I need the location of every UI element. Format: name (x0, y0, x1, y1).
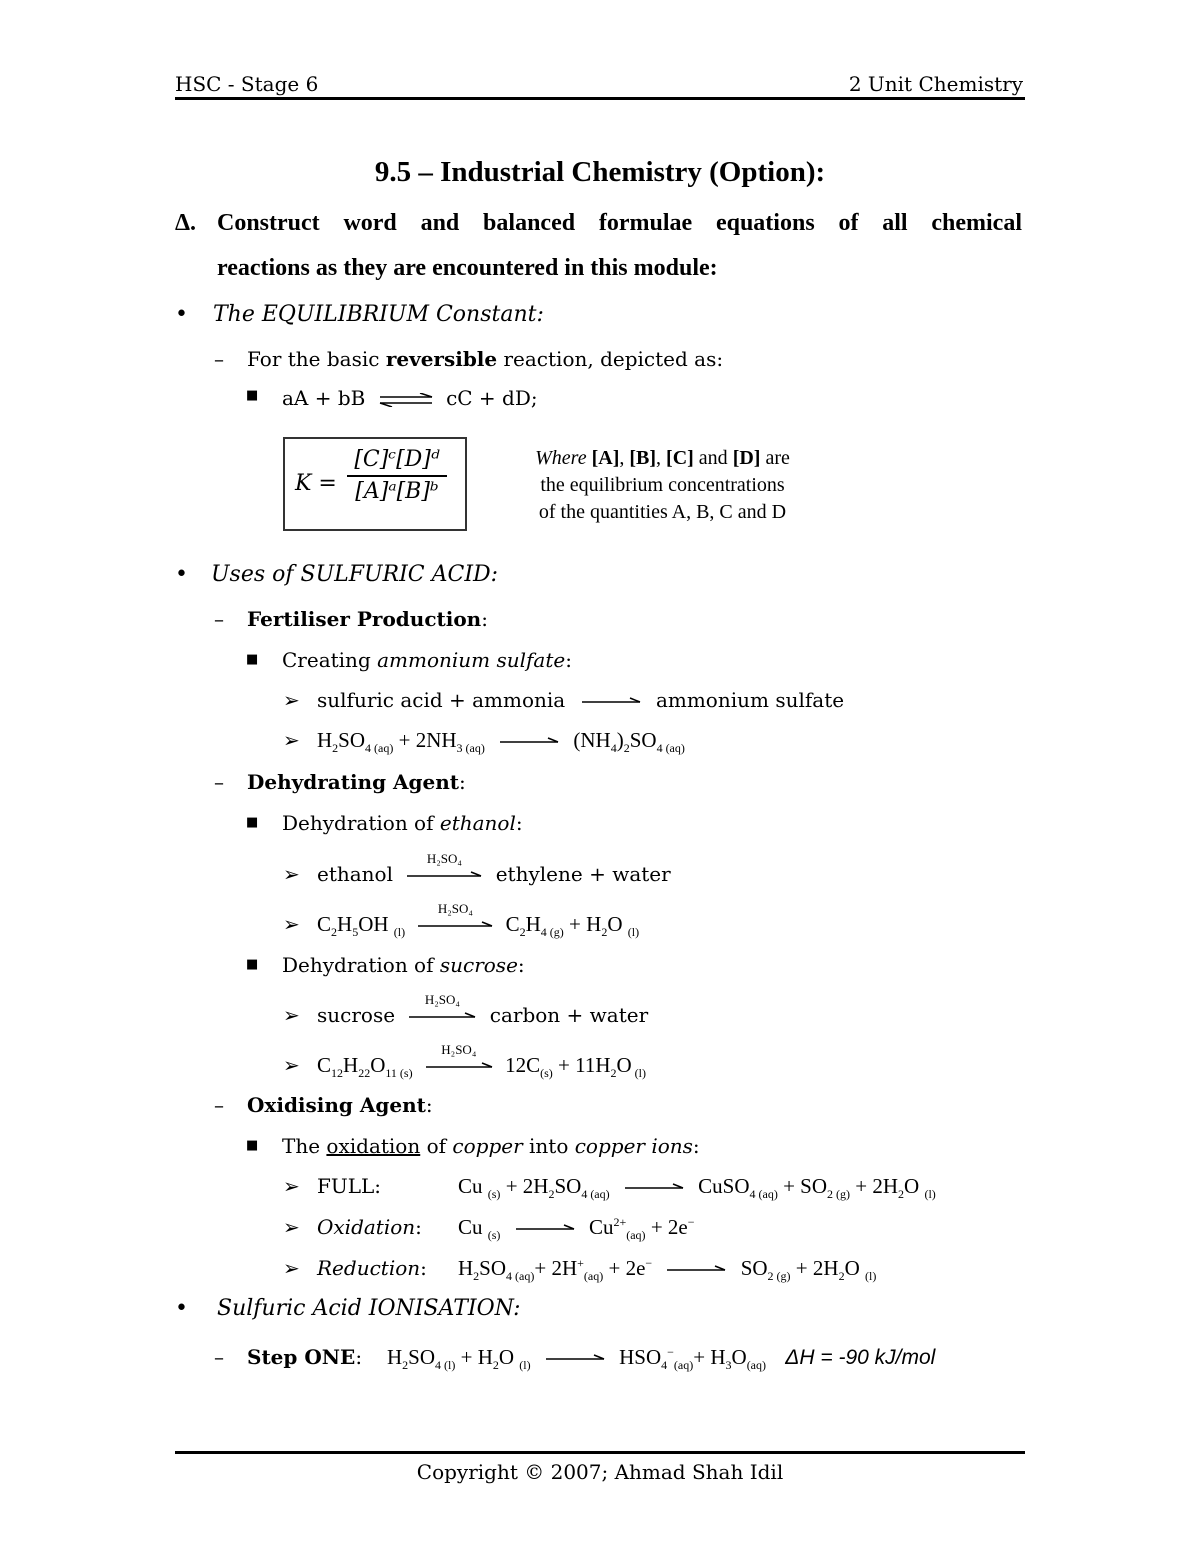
catalyst-arrow-icon (424, 1042, 494, 1072)
where-and: and (698, 447, 728, 469)
arrow-bullet-icon: ➢ (283, 862, 300, 886)
reaction-arrow-icon (623, 1183, 685, 1193)
fertiliser-heading: Fertiliser Production: (247, 607, 488, 631)
full-label: FULL: (317, 1174, 382, 1198)
where-b: [B] (629, 447, 657, 469)
where-line-2: the equilibrium concentrations (540, 474, 785, 496)
sucrose-word-equation (317, 991, 649, 1027)
creating-italic: ammonium sulfate (377, 648, 566, 672)
equilibrium-arrow-icon (378, 393, 434, 407)
ethanol-heading: Dehydration of ethanol: (282, 811, 523, 835)
footer-copyright: Copyright © 2007; Ahmad Shah Idil (416, 1460, 784, 1484)
oxidising-label: Oxidising Agent (247, 1093, 426, 1117)
intro-text: For the basic (247, 347, 380, 371)
sulfuric-uses-heading: Uses of SULFURIC ACID: (211, 562, 499, 587)
k-lhs: K = (295, 471, 337, 496)
bullet-icon: • (175, 302, 188, 327)
step-one-equation: $H_2SO_{4 (l)} + H_2O$ $_{(l)}$ $HSO_4^-_{(aq)}+ H_3O_{(aq)}$ ΔH = -90 kJ/mol (387, 1345, 936, 1373)
dash-icon: – (214, 770, 224, 794)
where-d: [D] (732, 447, 761, 469)
fertiliser-label: Fertiliser Production (247, 607, 482, 631)
dehydrating-label: Dehydrating Agent (247, 770, 460, 794)
catalyst-label: H₂SO₄ (441, 1042, 477, 1058)
fertiliser-creating: Creating ammonium sulfate: (282, 648, 572, 672)
dehydrating-heading: Dehydrating Agent: (247, 770, 466, 794)
word-right: ammonium sulfate (655, 688, 845, 712)
equilibrium-heading: The EQUILIBRIUM Constant: (213, 302, 544, 327)
step-one-label: Step ONE: (247, 1345, 363, 1369)
intro-bold: reversible (385, 347, 498, 371)
arrow-bullet-icon: ➢ (283, 1003, 300, 1027)
reaction-left: aA + bB (282, 386, 366, 410)
intro-into: into (529, 1134, 569, 1158)
intro-the: The (282, 1134, 321, 1158)
ethanol-formula-equation: $C_2H_5OH$ $_{(l)}$ H₂SO₄ $C_2H_{4 (g)} + H_2O$ $_{(l)}$ (317, 901, 640, 940)
oxidation-label-text: Oxidation (317, 1215, 416, 1239)
ethanol-pre: Dehydration of (282, 811, 434, 835)
reaction-arrow-icon (498, 737, 560, 747)
footer-rule (175, 1451, 1025, 1454)
catalyst-arrow-icon (407, 991, 477, 1022)
word-right: ethylene + water (495, 862, 671, 886)
ionisation-heading: Sulfuric Acid IONISATION: (217, 1296, 521, 1321)
intro-copper: copper (452, 1134, 523, 1158)
intro-text-end: reaction, depicted as: (503, 347, 724, 371)
reaction-arrow-icon (580, 697, 642, 707)
catalyst-label: H₂SO₄ (437, 901, 473, 917)
sucrose-pre: Dehydration of (282, 953, 434, 977)
intro-copper-ions: copper ions (574, 1134, 693, 1158)
arrow-bullet-icon: ➢ (283, 1215, 300, 1239)
oxidation-label: Oxidation: (317, 1215, 422, 1239)
catalyst-label: H₂SO₄ (426, 850, 462, 866)
bullet-icon: • (175, 1296, 188, 1321)
fertiliser-word-equation (317, 688, 844, 712)
reduction-label-text: Reduction (317, 1256, 421, 1280)
oxidising-heading: Oxidising Agent: (247, 1093, 433, 1117)
step-one-text: Step ONE (247, 1345, 356, 1369)
header-rule (175, 97, 1025, 100)
dash-icon: – (214, 1093, 224, 1117)
catalyst-arrow-icon (405, 850, 483, 881)
where-line-3: of the quantities A, B, C and D (538, 501, 787, 523)
dash-icon: – (214, 1345, 224, 1369)
bullet-icon: • (175, 562, 188, 587)
header-left: HSC - Stage 6 (175, 72, 319, 96)
where-line-1: Where [A], [B], [C] and [D] are (535, 447, 790, 469)
k-denominator: [A]ᵃ[B]ᵇ (355, 479, 439, 504)
equilibrium-reaction (282, 386, 538, 410)
sucrose-italic: sucrose (439, 953, 518, 977)
word-left: ethanol (317, 862, 393, 886)
catalyst-label: H₂SO₄ (424, 991, 460, 1007)
oxidation-equation: Cu $_{(s)}$ $Cu^{2+}_{(aq)} + 2e^-$ (458, 1215, 695, 1243)
where-are: are (765, 447, 790, 469)
arrow-bullet-icon: ➢ (283, 728, 300, 752)
arrow-bullet-icon: ➢ (283, 912, 300, 936)
square-bullet-icon: ■ (246, 815, 259, 830)
arrow-bullet-icon: ➢ (283, 1053, 300, 1077)
reaction-arrow-icon (514, 1224, 576, 1234)
creating-text: Creating (282, 648, 371, 672)
word-left: sulfuric acid + ammonia (317, 688, 566, 712)
reaction-right: cC + dD; (446, 386, 538, 410)
square-bullet-icon: ■ (246, 957, 259, 972)
ethanol-italic: ethanol (439, 811, 516, 835)
equilibrium-intro (247, 347, 723, 371)
catalyst-arrow-icon (416, 901, 494, 931)
arrow-bullet-icon: ➢ (283, 688, 300, 712)
reduction-equation: $H_2SO_{4 (aq)}+ 2H^+_{(aq)} + 2e^-$ $SO_{2 (g)} + 2H_2O$ $_{(l)}$ (458, 1256, 877, 1284)
where-word: Where (535, 447, 587, 469)
full-equation: Cu $_{(s)} + 2H_2SO_{4 (aq)}$ CuSO$_{4 (aq)}$ + $SO_{2 (g)} + 2H_2O$ $_{(l)}$ (458, 1174, 936, 1202)
equilibrium-constant-box (283, 437, 467, 531)
intro-of: of (426, 1134, 447, 1158)
square-bullet-icon: ■ (246, 1138, 259, 1153)
reaction-arrow-icon (665, 1265, 727, 1275)
enthalpy: ΔH = -90 kJ/mol (785, 1346, 936, 1369)
header-right: 2 Unit Chemistry (848, 72, 1023, 96)
where-c: [C] (666, 447, 694, 469)
square-bullet-icon: ■ (246, 388, 259, 403)
sucrose-formula-equation: $C_{12}H_{22}O_{11 (s)}$ H₂SO₄ $12C_{(s)} + 11H_2O$ $_{(l)}$ (317, 1042, 646, 1081)
dash-icon: – (214, 347, 224, 371)
word-left: sucrose (317, 1003, 396, 1027)
where-a: [A] (591, 447, 620, 469)
arrow-bullet-icon: ➢ (283, 1256, 300, 1280)
word-right: carbon + water (489, 1003, 649, 1027)
oxidation-intro: The oxidation of copper into copper ions: (282, 1134, 700, 1158)
page-title: 9.5 – Industrial Chemistry (Option): (374, 156, 826, 188)
k-numerator: [C]ᶜ[D]ᵈ (347, 447, 447, 477)
task-line-2: reactions as they are encountered in this module: (217, 255, 718, 281)
task-symbol: Δ. (175, 210, 197, 236)
where-note (500, 445, 825, 526)
task-line-1: Construct word and balanced formulae equations of all chemical (217, 210, 1022, 236)
arrow-bullet-icon: ➢ (283, 1174, 300, 1198)
dash-icon: – (214, 607, 224, 631)
ethanol-word-equation (317, 850, 671, 886)
k-fraction (347, 447, 447, 504)
sucrose-heading: Dehydration of sucrose: (282, 953, 525, 977)
intro-oxidation: oxidation (326, 1134, 421, 1158)
fertiliser-formula-equation: $H_2SO_{4 (aq)} + 2NH_{3 (aq)}$ $(NH_4)_2SO_{4 (aq)}$ (317, 728, 685, 756)
reduction-label: Reduction: (317, 1256, 427, 1280)
square-bullet-icon: ■ (246, 652, 259, 667)
reaction-arrow-icon (544, 1354, 606, 1364)
